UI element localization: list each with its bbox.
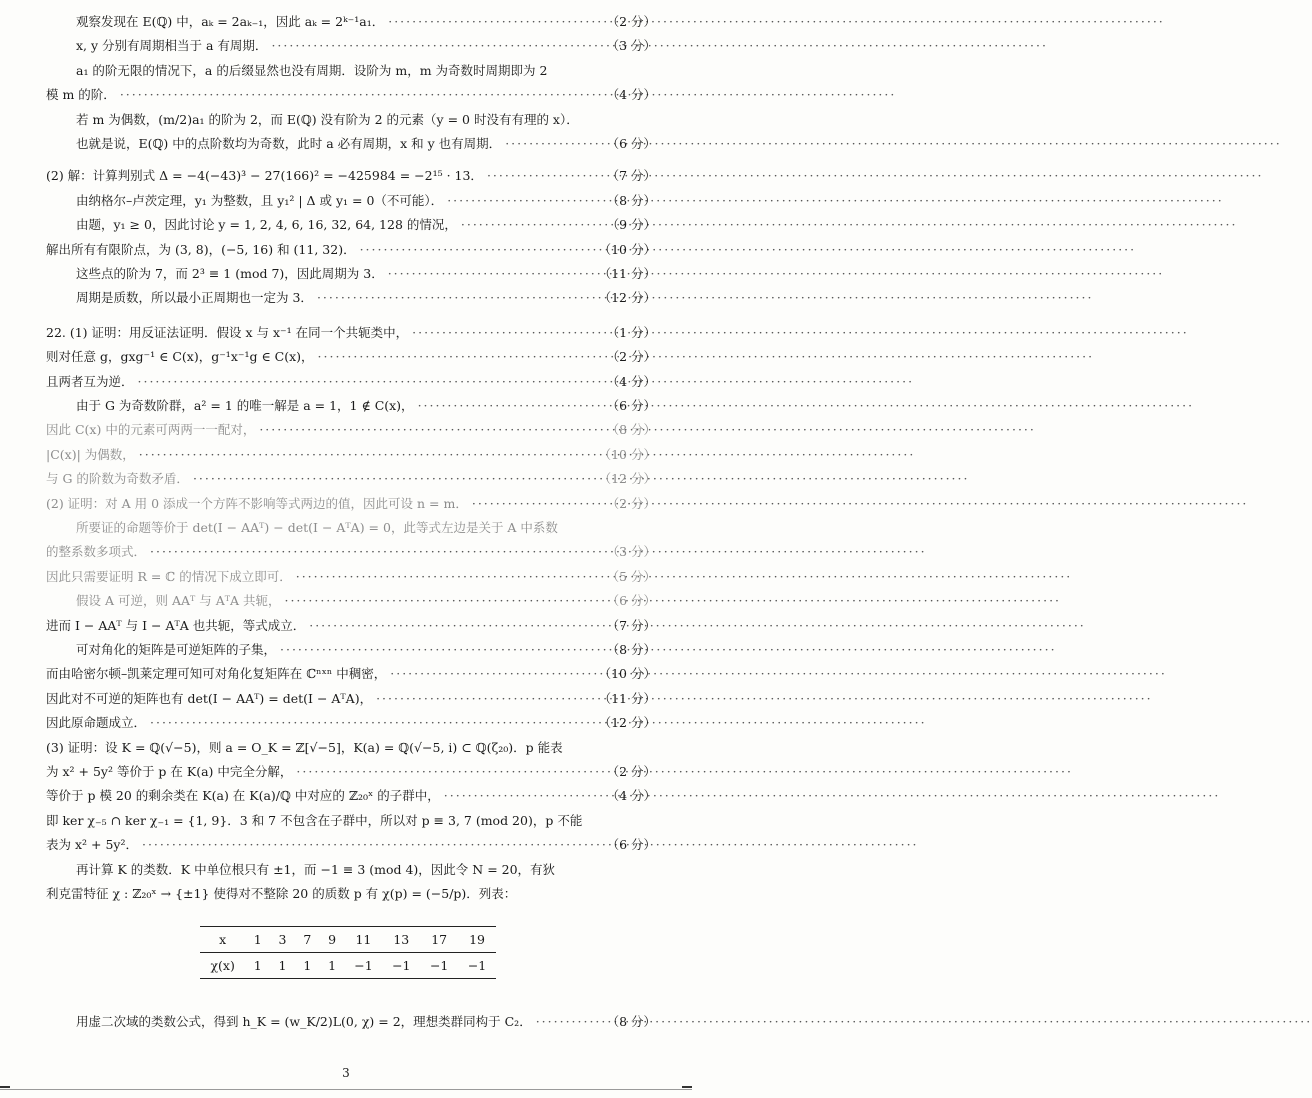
- score-label: （12 分）: [598, 290, 656, 306]
- solution-line: [46, 567, 656, 589]
- solution-line: [46, 738, 656, 760]
- score-label: （6 分）: [606, 136, 656, 151]
- solution-line: [46, 835, 656, 857]
- line-text: |C(x)| 为偶数，: [46, 446, 135, 462]
- leader-dots: [408, 325, 606, 340]
- line-text: 周期是质数，所以最小正周期也一定为 3．: [76, 290, 313, 306]
- line-text: 则对任意 g，gxg⁻¹ ∈ C(x)，g⁻¹x⁻¹g ∈ C(x)，: [46, 349, 314, 365]
- table-header-cell: 19: [458, 927, 496, 953]
- line-text: 利克雷特征 χ : ℤ₂₀ˣ → {±1} 使得对不整除 20 的质数 p 有 χ(p) = (−5/p)．列表：: [46, 886, 517, 901]
- leader-dots: [483, 168, 607, 183]
- score-label: （3 分）: [606, 38, 656, 54]
- table-header-cell: 7: [295, 927, 320, 953]
- line-text: (2) 解：计算判别式 Δ = −4(−43)³ − 27(166)² = −425984 = −2¹⁵ · 13．: [46, 168, 483, 184]
- solution-line: [46, 445, 656, 467]
- solution-line: [46, 616, 656, 638]
- table-cell: −1: [382, 953, 420, 979]
- table-header-cell: 1: [245, 927, 270, 953]
- leader-dots: [280, 593, 606, 608]
- leader-dots: [532, 1014, 607, 1029]
- score-label: （8 分）: [606, 192, 656, 208]
- leader-dots: [501, 136, 606, 151]
- score-label: （8 分）: [606, 422, 656, 438]
- solution-line: [46, 12, 656, 34]
- leader-dots: [135, 447, 599, 462]
- table-header-cell: 9: [320, 927, 345, 953]
- line-text: 进而 I − AAᵀ 与 I − AᵀA 也共轭，等式成立．: [46, 617, 306, 633]
- table-header-cell: 17: [420, 927, 458, 953]
- score-label: （1 分）: [606, 324, 656, 340]
- solution-line: [46, 110, 656, 132]
- line-text: 且两者互为逆．: [46, 373, 134, 389]
- score-label: （7 分）: [606, 168, 656, 184]
- score-label: （12 分）: [598, 471, 656, 487]
- solution-line: [46, 494, 656, 516]
- solution-line: [46, 215, 656, 237]
- solution-line: [46, 811, 656, 833]
- leader-dots: [313, 290, 599, 305]
- solution-line: [46, 420, 656, 442]
- line-text: x, y 分别有周期相当于 a 有周期．: [76, 38, 268, 54]
- solution-line: [46, 36, 656, 58]
- leader-dots: [440, 788, 607, 803]
- leader-dots: [372, 691, 599, 706]
- solution-line: [46, 786, 656, 808]
- score-label: （10 分）: [598, 446, 656, 462]
- line-text: 因此对不可逆的矩阵也有 det(I − AAᵀ) = det(I − AᵀA)，: [46, 690, 373, 706]
- line-text: 这些点的阶为 7，而 2³ ≡ 1 (mod 7)，因此周期为 3．: [76, 266, 384, 281]
- score-label: （11 分）: [598, 266, 656, 281]
- line-text: 解出所有有限阶点，为 (3, 8)，(−5, 16) 和 (11, 32)．: [46, 241, 356, 257]
- leader-dots: [468, 496, 607, 511]
- final-solution-line: [46, 1012, 656, 1034]
- line-text: 与 G 的阶数为奇数矛盾．: [46, 471, 189, 487]
- solution-line: [46, 640, 656, 662]
- solution-line: [46, 372, 656, 394]
- leader-dots: [255, 422, 606, 437]
- table-cell: −1: [345, 953, 383, 979]
- leader-dots: [414, 398, 607, 413]
- line-text: 表为 x² + 5y²．: [46, 837, 138, 853]
- line-text: (2) 证明：对 A 用 0 添成一个方阵不影响等式两边的值，因此可设 n = m．: [46, 495, 468, 511]
- solution-line: [46, 85, 656, 107]
- solution-line: [46, 664, 656, 686]
- line-text: 用虚二次域的类数公式，得到 h_K = (w_K/2)L(0, χ) = 2，理想类群同构于 C₂．: [76, 1014, 532, 1029]
- table-cell: 1: [295, 953, 320, 979]
- line-text: 由题，y₁ ≥ 0，因此讨论 y = 1, 2, 4, 6, 16, 32, 64, 128 的情况，: [76, 217, 457, 233]
- leader-dots: [457, 217, 607, 232]
- solution-line: [46, 689, 656, 711]
- score-label: （2 分）: [606, 764, 656, 779]
- leader-dots: [384, 266, 599, 281]
- table-header-cell: 11: [345, 927, 383, 953]
- score-label: （7 分）: [606, 617, 656, 633]
- score-label: （8 分）: [606, 642, 656, 657]
- line-text: 的整系数多项式．: [46, 544, 147, 560]
- line-text: 因此 C(x) 中的元素可两两一一配对，: [46, 422, 256, 438]
- leader-dots: [146, 715, 599, 730]
- crop-mark-right: [682, 1086, 692, 1088]
- score-label: （9 分）: [606, 217, 656, 233]
- solution-line: [46, 860, 656, 882]
- score-label: （10 分）: [598, 241, 656, 257]
- character-value-table: [200, 926, 496, 979]
- leader-dots: [138, 837, 607, 852]
- score-label: （8 分）: [606, 1014, 656, 1029]
- score-label: （2 分）: [606, 14, 656, 29]
- score-label: （11 分）: [598, 690, 656, 706]
- score-label: （5 分）: [606, 568, 656, 584]
- line-text: (3) 证明：设 K = ℚ(√−5)，则 a = O_K = ℤ[√−5]，K(a) = ℚ(√−5, i) ⊂ ℚ(ζ₂₀)．p 能表: [46, 739, 563, 755]
- leader-dots: [146, 544, 607, 559]
- table-cell: −1: [458, 953, 496, 979]
- leader-dots: [305, 618, 606, 633]
- leader-dots: [443, 193, 606, 208]
- leader-dots: [386, 666, 598, 681]
- line-text: 模 m 的阶．: [46, 87, 116, 103]
- line-text: 假设 A 可逆，则 AAᵀ 与 AᵀA 共轭，: [76, 593, 281, 609]
- line-text: 因此原命题成立．: [46, 715, 147, 731]
- leader-dots: [189, 471, 599, 486]
- table-cell: χ(x): [200, 953, 245, 979]
- solution-line: [46, 591, 656, 613]
- score-label: （6 分）: [606, 398, 656, 413]
- solution-line: [46, 762, 656, 784]
- line-text: 因此只需要证明 R = ℂ 的情况下成立即可．: [46, 568, 292, 584]
- leader-dots: [134, 374, 607, 389]
- score-label: （2 分）: [606, 495, 656, 511]
- line-text: 而由哈密尔顿–凯莱定理可知可对角化复矩阵在 ℂⁿˣⁿ 中稠密，: [46, 666, 387, 682]
- solution-line: [46, 191, 656, 213]
- solution-line: [46, 469, 656, 491]
- leader-dots: [292, 569, 607, 584]
- solution-line: [46, 323, 656, 345]
- solution-line: [46, 713, 656, 735]
- line-text: 所要证的命题等价于 det(I − AAᵀ) − det(I − AᵀA) = 0，此等式左边是关于 A 中系数: [76, 520, 558, 535]
- solution-line: [46, 288, 656, 310]
- line-text: 等价于 p 模 20 的剩余类在 K(a) 在 K(a)/ℚ 中对应的 ℤ₂₀ˣ 的子群中，: [46, 788, 440, 804]
- line-text: 22. (1) 证明：用反证法证明．假设 x 与 x⁻¹ 在同一个共轭类中，: [46, 324, 409, 340]
- score-label: （4 分）: [606, 373, 656, 389]
- line-text: 即 ker χ₋₅ ∩ ker χ₋₁ = {1, 9}．3 和 7 不包含在子群中，所以对 p ≡ 3, 7 (mod 20)，p 不能: [46, 812, 583, 828]
- solution-line: [46, 134, 656, 156]
- table-header-cell: 3: [270, 927, 295, 953]
- solution-line: [46, 884, 656, 906]
- crop-mark-left: [0, 1086, 10, 1088]
- table-cell: 1: [270, 953, 295, 979]
- solution-line: [46, 61, 656, 83]
- solution-line: [46, 396, 656, 418]
- solution-line: [46, 542, 656, 564]
- line-text: 再计算 K 的类数．K 中单位根只有 ±1，而 −1 ≡ 3 (mod 4)，因此令 N = 20，有狄: [76, 861, 556, 877]
- table-cell: 1: [320, 953, 345, 979]
- score-label: （4 分）: [606, 87, 656, 103]
- leader-dots: [116, 87, 607, 102]
- score-label: （6 分）: [606, 837, 656, 853]
- line-text: 也就是说，E(ℚ) 中的点阶数均为奇数，此时 a 必有周期，x 和 y 也有周期．: [76, 136, 502, 151]
- leader-dots: [276, 642, 607, 657]
- score-label: （10 分）: [598, 666, 656, 682]
- table-cell: −1: [420, 953, 458, 979]
- solution-line: [46, 240, 656, 262]
- footer-rule: [0, 1089, 692, 1090]
- solution-line: [46, 264, 656, 286]
- solution-line: [46, 166, 656, 188]
- leader-dots: [314, 349, 607, 364]
- leader-dots: [267, 38, 606, 53]
- score-label: （6 分）: [606, 593, 656, 609]
- line-text: 由于 G 为奇数阶群，a² = 1 的唯一解是 a = 1，1 ∉ C(x)，: [76, 398, 414, 413]
- table-cell: 1: [245, 953, 270, 979]
- solution-line: [46, 518, 656, 540]
- leader-dots: [356, 242, 599, 257]
- line-text: 由纳格尔–卢茨定理，y₁ 为整数，且 y₁² | Δ 或 y₁ = 0（不可能）．: [76, 192, 444, 208]
- table-value-row: [200, 953, 496, 979]
- leader-dots: [384, 14, 606, 29]
- table-header-row: [200, 927, 496, 953]
- score-label: （4 分）: [606, 788, 656, 804]
- table-header-cell: 13: [382, 927, 420, 953]
- leader-dots: [292, 764, 606, 779]
- line-text: 观察发现在 E(ℚ) 中，aₖ = 2aₖ₋₁，因此 aₖ = 2ᵏ⁻¹a₁．: [76, 14, 385, 29]
- table-header-cell: x: [200, 927, 245, 953]
- score-label: （2 分）: [606, 349, 656, 365]
- score-label: （3 分）: [606, 544, 656, 560]
- line-text: 若 m 为偶数，(m/2)a₁ 的阶为 2，而 E(ℚ) 没有阶为 2 的元素（y = 0 时没有有理的 x）．: [76, 111, 579, 127]
- page-number: 3: [342, 1066, 350, 1080]
- score-label: （12 分）: [598, 715, 656, 731]
- solution-line: [46, 347, 656, 369]
- line-text: a₁ 的阶无限的情况下，a 的后缀显然也没有周期．设阶为 m，m 为奇数时周期即为 2: [76, 62, 548, 78]
- line-text: 为 x² + 5y² 等价于 p 在 K(a) 中完全分解，: [46, 764, 293, 779]
- line-text: 可对角化的矩阵是可逆矩阵的子集，: [76, 642, 277, 657]
